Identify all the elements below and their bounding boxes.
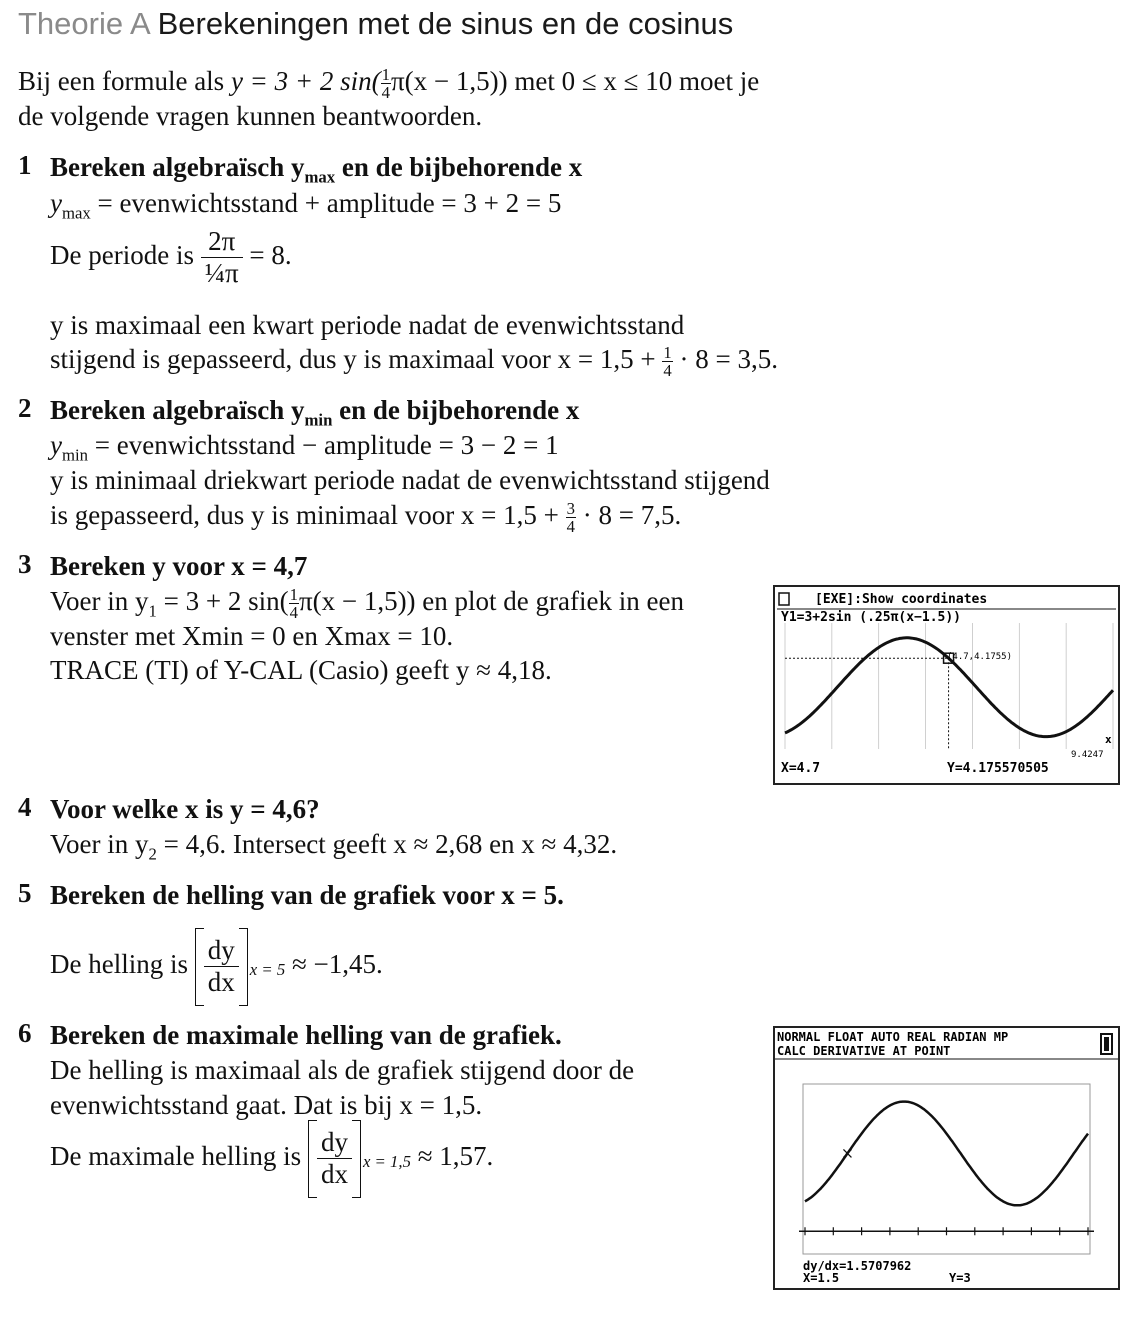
casio-x-axis-label: x <box>1105 733 1112 746</box>
question-number-5: 5 <box>18 878 32 908</box>
q5-derivative: De helling is dy dx x = 5 ≈ −1,45. <box>50 922 383 1006</box>
casio-grid <box>785 623 1113 749</box>
q3-line-2: venster met Xmin = 0 en Xmax = 10. <box>50 621 454 651</box>
question-6-heading: Bereken de maximale helling van de grafiek. <box>50 1020 562 1050</box>
page-title <box>18 6 733 42</box>
q1-line-4: stijgend is gepasseerd, dus y is maximaal voor x = 1,5 + $\frac{1}{4}$ · 8 = 3,5. <box>50 342 778 381</box>
casio-header: [EXE]:Show coordinates <box>815 592 988 607</box>
question-number-1: 1 <box>18 150 32 180</box>
intro-line-2: de volgende vragen kunnen beantwoorden. <box>18 101 483 131</box>
period-fraction: $\frac{2\pi}{\text{¼π}}$ <box>201 226 243 289</box>
question-number-4: 4 <box>18 792 32 822</box>
ti-derivative-readout: dy/dx=1.5707962 <box>803 1259 912 1273</box>
q3-line-3: TRACE (TI) of Y-CAL (Casio) geeft y ≈ 4,18. <box>50 655 552 685</box>
derivative-bracket: dy dx x = 5 <box>195 928 285 1006</box>
q1-period: De periode is $\frac{2\pi}{\text{¼π}}$ = 8. <box>50 226 292 289</box>
q6-derivative: De maximale helling is dy dx x = 1,5 ≈ 1,57. <box>50 1114 493 1198</box>
battery-icon <box>779 593 789 605</box>
ti-trace-cursor <box>843 1149 851 1157</box>
question-4-heading: Voor welke x is y = 4,6? <box>50 794 320 824</box>
question-5-heading: Bereken de helling van de grafiek voor x = 5. <box>50 880 564 910</box>
derivative-bracket: dy dx x = 1,5 <box>308 1120 411 1198</box>
casio-graph <box>775 587 1118 783</box>
q2-line-1: $y_{min}$ = evenwichtsstand − amplitude = 3 − 2 = 1 <box>50 430 559 465</box>
ti-mode: CALC DERIVATIVE AT POINT <box>777 1044 951 1058</box>
casio-function: Y1=3+2sin (.25π(x−1.5)) <box>781 610 962 625</box>
fraction: $\frac{1}{4}$ <box>381 64 391 103</box>
q2-line-3: is gepasseerd, dus y is minimaal voor x = 1,5 + $\frac{3}{4}$ · 8 = 7,5. <box>50 498 682 537</box>
title-rest: Berekeningen met de sinus en de cosinus <box>157 6 734 41</box>
ti-graph <box>775 1028 1118 1288</box>
q1-line-3: y is maximaal een kwart periode nadat de evenwichtsstand <box>50 310 685 340</box>
casio-y-readout: Y=4.175570505 <box>947 761 1049 776</box>
q6-line-2: evenwichtsstand gaat. Dat is bij x = 1,5. <box>50 1090 483 1120</box>
question-number-3: 3 <box>18 549 32 579</box>
ti-status-bar: NORMAL FLOAT AUTO REAL RADIAN MP <box>777 1030 1009 1044</box>
question-number-2: 2 <box>18 393 32 423</box>
question-3-heading: Bereken y voor x = 4,7 <box>50 551 308 581</box>
question-number-6: 6 <box>18 1018 32 1048</box>
title-lead: Theorie A <box>18 6 149 41</box>
ti-y-readout: Y=3 <box>949 1271 971 1285</box>
casio-point-label: (4.7,4.1755) <box>947 652 1013 662</box>
q4-line-1: Voer in $y_2 = 4,6$. Intersect geeft x ≈ 2,68 en x ≈ 4,32. <box>50 829 618 864</box>
question-1-heading: Bereken algebraïsch $y_{max}$ en de bijbehorende x <box>50 152 583 187</box>
question-2-heading: Bereken algebraïsch $y_{min}$ en de bijbehorende x <box>50 395 580 430</box>
q1-line-1: $y_{max}$ = evenwichtsstand + amplitude = 3 + 2 = 5 <box>50 188 562 223</box>
q3-line-1: Voer in $y_1 = 3 + 2$ sin( $\frac{1}{4}$ π(x − 1,5)) en plot de grafiek in een <box>50 584 684 623</box>
ti-calculator-screen <box>773 1026 1120 1290</box>
casio-x-readout: X=4.7 <box>781 761 821 776</box>
ti-x-readout: X=1.5 <box>803 1271 840 1285</box>
q2-line-2: y is minimaal driekwart periode nadat de evenwichtsstand stijgend <box>50 465 770 495</box>
q6-line-1: De helling is maximaal als de grafiek stijgend door de <box>50 1055 635 1085</box>
intro-line-1: Bij een formule als y = 3 + 2 sin( $\frac{1}{4}$ π(x − 1,5)) met 0 ≤ x ≤ 10 moet je <box>18 64 760 103</box>
casio-calculator-screen <box>773 585 1120 785</box>
casio-corner-value: 9.4247 <box>1071 750 1104 760</box>
